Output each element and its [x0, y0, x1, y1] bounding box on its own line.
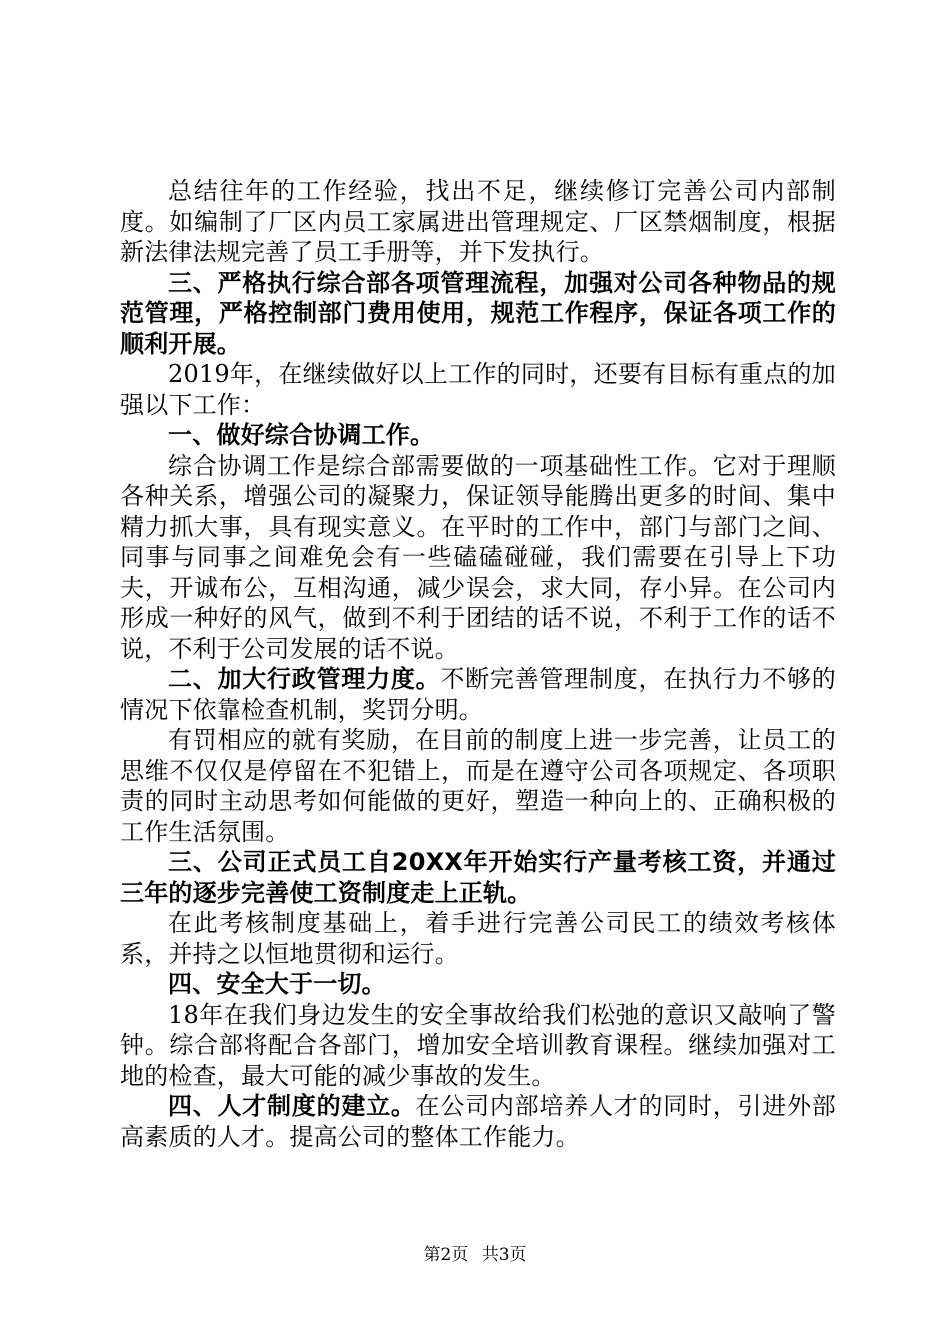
paragraph-heading: 三、公司正式员工自20XX年开始实行产量考核工资，并通过三年的逐步完善使工资制度走上正轨。	[120, 848, 836, 907]
page-number: 第2页	[423, 1245, 469, 1265]
paragraph-9	[120, 908, 836, 969]
paragraph-7	[120, 725, 836, 847]
paragraph-5	[120, 451, 836, 665]
paragraph-8	[120, 847, 836, 908]
paragraph-heading: 三、严格执行综合部各项管理流程，加强对公司各种物品的规范管理，严格控制部门费用使用，规范工作程序，保证各项工作的顺利开展。	[120, 268, 836, 358]
paragraph-2	[120, 268, 836, 360]
paragraph-text: 在此考核制度基础上，着手进行完善公司民工的绩效考核体系，并持之以恒地贯彻和运行。	[120, 909, 836, 968]
paragraph-heading: 四、安全大于一切。	[168, 970, 386, 998]
paragraph-heading: 四、人才制度的建立。	[168, 1092, 416, 1120]
document-body	[120, 176, 836, 1152]
paragraph-1	[120, 176, 836, 268]
paragraph-10	[120, 969, 836, 1000]
paragraph-12	[120, 1091, 836, 1152]
paragraph-4	[120, 420, 836, 451]
paragraph-text: 18年在我们身边发生的安全事故给我们松弛的意识又敲响了警钟。综合部将配合各部门，增加安全培训教育课程。继续加强对工地的检查，最大可能的减少事故的发生。	[120, 1000, 836, 1090]
paragraph-text: 2019年，在继续做好以上工作的同时，还要有目标有重点的加强以下工作：	[120, 360, 836, 419]
paragraph-text: 综合协调工作是综合部需要做的一项基础性工作。它对于理顺各种关系，增强公司的凝聚力，保证领导能腾出更多的时间、集中精力抓大事，具有现实意义。在平时的工作中，部门与部门之间、同事与同事之间难免会有一些磕磕碰碰，我们需要在引导上下功夫，开诚布公，互相沟通，减少误会，求大同，存小异。在公司内形成一种好的风气，做到不利于团结的话不说，不利于工作的话不说，不利于公司发展的话不说。	[120, 451, 836, 663]
paragraph-heading: 一、做好综合协调工作。	[168, 421, 435, 449]
page-footer	[0, 1240, 950, 1265]
paragraph-heading: 二、加大行政管理力度。	[168, 665, 441, 693]
paragraph-3	[120, 359, 836, 420]
paragraph-11	[120, 1000, 836, 1092]
paragraph-text: 在公司内部培养人才的同时，引进外部高素质的人才。提高公司的整体工作能力。	[120, 1092, 837, 1151]
page-total: 共3页	[481, 1245, 527, 1265]
paragraph-text: 有罚相应的就有奖励，在目前的制度上进一步完善，让员工的思维不仅仅是停留在不犯错上，而是在遵守公司各项规定、各项职责的同时主动思考如何能做的更好，塑造一种向上的、正确积极的工作生活氛围。	[120, 726, 836, 846]
paragraph-text: 总结往年的工作经验，找出不足，继续修订完善公司内部制度。如编制了厂区内员工家属进出管理规定、厂区禁烟制度，根据新法律法规完善了员工手册等，并下发执行。	[120, 177, 836, 266]
paragraph-6	[120, 664, 836, 725]
paragraph-text: 不断完善管理制度，在执行力不够的情况下依靠检查机制，奖罚分明。	[120, 665, 836, 724]
